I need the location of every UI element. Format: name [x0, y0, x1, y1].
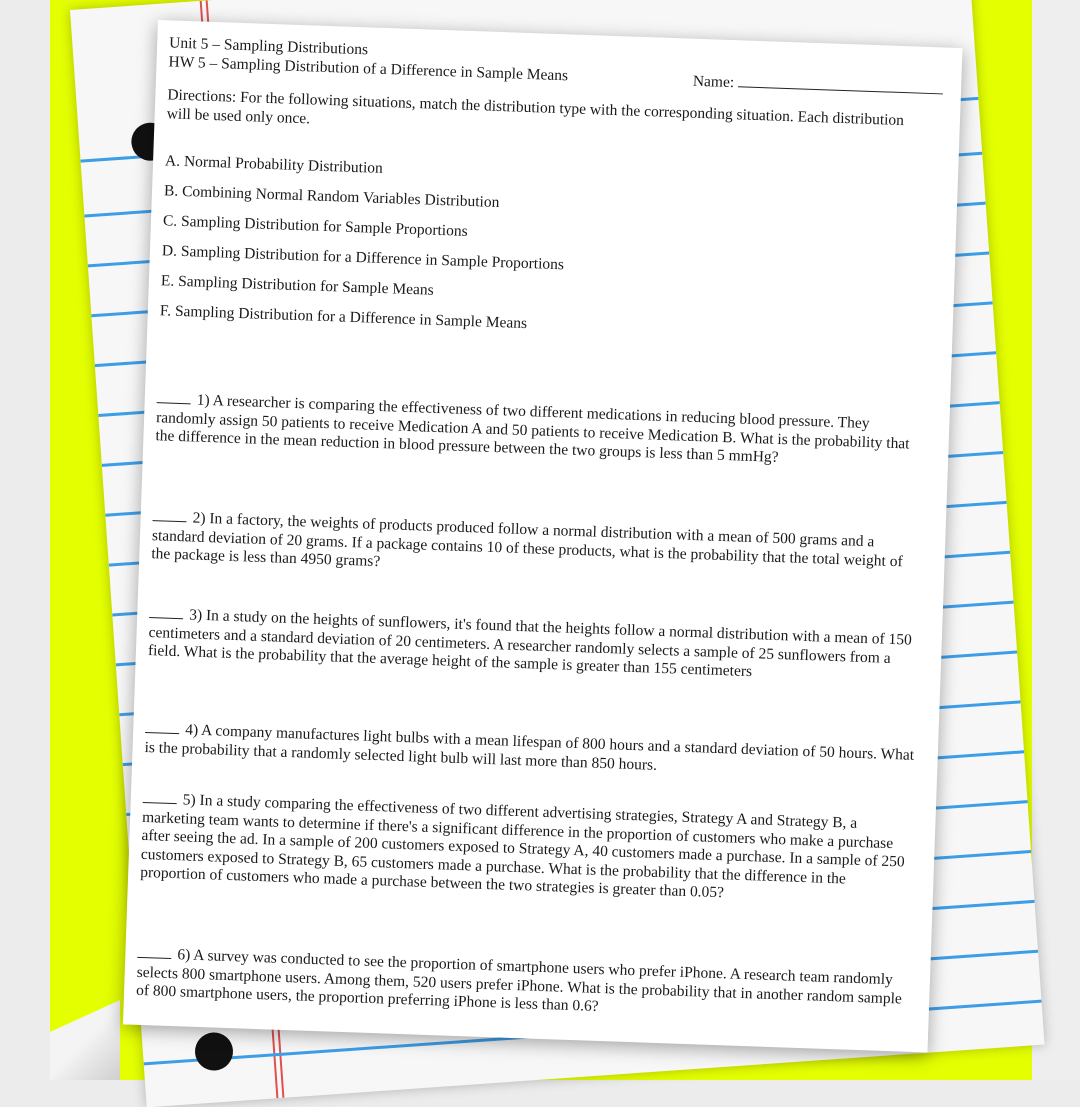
answer-blank	[153, 520, 187, 522]
question-4	[144, 720, 915, 784]
answer-blank	[149, 617, 183, 619]
question-text: 1) A researcher is comparing the effectiveness of two different medications in reducing blood pressure. They randomly assign 50 patients to receive Medication A and 50 patients to receive Medication B. What is the probability that the difference in the mean reduction in blood pressure between the two groups is less than 5 mmHg?	[155, 391, 910, 467]
question-1	[155, 390, 926, 473]
homework-title: HW 5 – Sampling Distribution of a Difference in Sample Means	[168, 52, 569, 84]
option-d: D. Sampling Distribution for a Difference in Sample Proportions	[161, 242, 565, 274]
question-text: 2) In a factory, the weights of products produced follow a normal distribution with a mean of 500 grams and a standard deviation of 20 grams. If a package contains 10 of these products, what is the probability that the total weight of the package is less than 4950 grams?	[151, 509, 903, 571]
option-a: A. Normal Probability Distribution	[164, 152, 384, 177]
question-6	[136, 945, 907, 1028]
answer-blank	[157, 402, 191, 404]
option-b: B. Combining Normal Random Variables Distribution	[163, 182, 500, 212]
name-label: Name:	[692, 72, 735, 92]
option-f: F. Sampling Distribution for a Difference in Sample Means	[159, 302, 528, 333]
options-list	[159, 152, 567, 346]
directions: Directions: For the following situations, match the distribution type with the corresponding situation. Each distribution will be used only once.	[166, 86, 905, 130]
option-c: C. Sampling Distribution for Sample Proportions	[162, 212, 468, 240]
question-3	[148, 605, 919, 688]
answer-blank	[137, 957, 171, 959]
name-blank	[738, 72, 943, 94]
question-2	[151, 508, 922, 591]
unit-title: Unit 5 – Sampling Distributions	[168, 34, 369, 59]
question-text: 3) In a study on the heights of sunflowers, it's found that the heights follow a normal distribution with a mean of 150 centimeters and a standard deviation of 20 centimeters. A researcher randomly selects a sample of 25 sunflowers from a field. What is the probability that the average height of the sample is greater than 155 centimeters	[147, 606, 913, 681]
name-field	[693, 71, 944, 100]
question-text: 4) A company manufactures light bulbs with a mean lifespan of 800 hours and a standard deviation of 50 hours. What is the probability that a randomly selected light bulb will last more than 850 hours.	[144, 721, 915, 774]
question-text: 5) In a study comparing the effectiveness of two different advertising strategies, Strategy A and Strategy B, a marketing team wants to determine if there's a significant difference in the proportion of customers who make a purchase after seeing the ad. In a sample of 200 customers exposed to Strategy A, 40 customers made a purchase. In a sample of 250 customers exposed to Strategy B, 65 customers made a purchase. What is the probability that the difference in the proportion of customers who made a purchase between the two strategies is greater than 0.05?	[139, 791, 905, 902]
worksheet-header	[168, 34, 569, 85]
question-5	[140, 790, 913, 910]
answer-blank	[145, 732, 179, 734]
answer-blank	[143, 802, 177, 804]
white-border	[1032, 0, 1080, 1080]
question-text: 6) A survey was conducted to see the proportion of smartphone users who prefer iPhone. A research team randomly selects 800 smartphone users. Among them, 520 users prefer iPhone. What is the probability that in another random sample of 800 smartphone users, the proportion preferring iPhone is less than 0.6?	[135, 946, 903, 1016]
worksheet	[123, 20, 963, 1052]
option-e: E. Sampling Distribution for Sample Means	[160, 272, 434, 299]
punch-hole	[194, 1031, 235, 1072]
